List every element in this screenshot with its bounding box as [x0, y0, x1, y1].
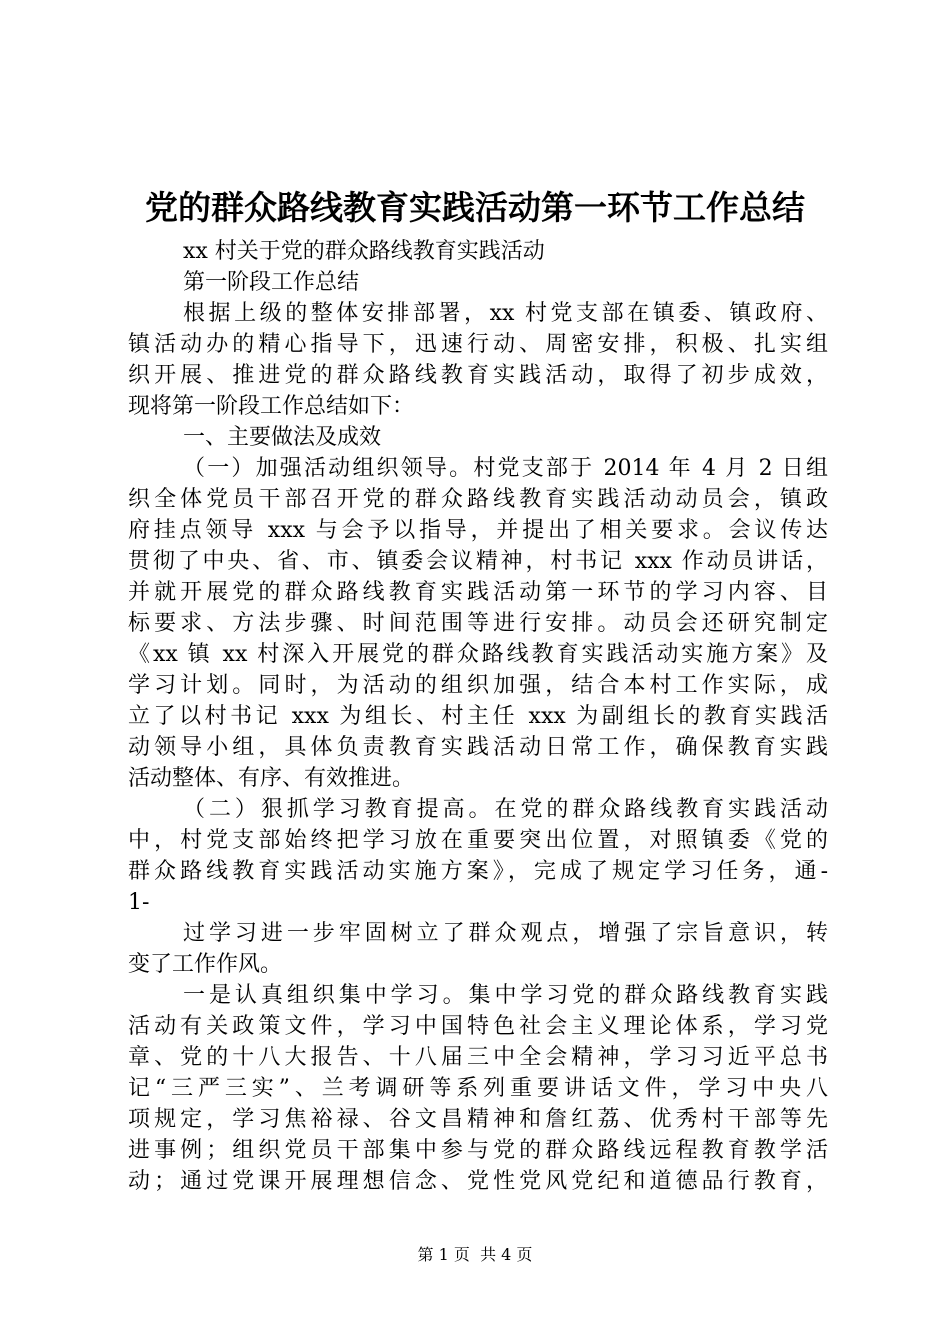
body-line: xx 村关于党的群众路线教育实践活动: [183, 239, 545, 264]
body-line: 学习计划。同时，为活动的组织加强，结合本村工作实际，成: [128, 673, 828, 698]
body-line: 动；通过党课开展理想信念、党性党风党纪和道德品行教育，: [128, 1169, 828, 1194]
body-line: 现将第一阶段工作总结如下：: [128, 394, 415, 419]
body-line: 织全体党员干部召开党的群众路线教育实践活动动员会，镇政: [128, 487, 828, 512]
body-line: 1-: [128, 890, 150, 915]
body-line: 群众路线教育实践活动实施方案》，完成了规定学习任务，通-: [128, 859, 828, 884]
body-line: 项规定，学习焦裕禄、谷文昌精神和詹红荔、优秀村干部等先: [128, 1107, 828, 1132]
body-line: 根据上级的整体安排部署，xx 村党支部在镇委、镇政府、: [183, 301, 828, 326]
document-title: 党的群众路线教育实践活动第一环节工作总结: [145, 188, 805, 227]
document-body: [128, 236, 828, 1197]
body-line: 贯彻了中央、省、市、镇委会议精神，村书记 xxx 作动员讲话，: [128, 549, 828, 574]
body-line: 镇活动办的精心指导下，迅速行动、周密安排，积极、扎实组: [128, 332, 828, 357]
body-line: 织开展、推进党的群众路线教育实践活动，取得了初步成效，: [128, 363, 828, 388]
body-line: 一、主要做法及成效: [183, 425, 382, 450]
body-line: （二）狠抓学习教育提高。在党的群众路线教育实践活动: [183, 797, 828, 822]
body-line: 立了以村书记 xxx 为组长、村主任 xxx 为副组长的教育实践活: [128, 704, 828, 729]
body-line: 动领导小组，具体负责教育实践活动日常工作，确保教育实践: [128, 735, 828, 760]
body-line: 记“三严三实”、兰考调研等系列重要讲话文件，学习中央八: [128, 1076, 828, 1101]
body-line: （一）加强活动组织领导。村党支部于 2014 年 4 月 2 日组: [183, 456, 828, 481]
body-line: 一是认真组织集中学习。集中学习党的群众路线教育实践: [183, 983, 828, 1008]
body-line: 章、党的十八大报告、十八届三中全会精神，学习习近平总书: [128, 1045, 828, 1070]
body-line: 活动有关政策文件，学习中国特色社会主义理论体系，学习党: [128, 1014, 828, 1039]
body-line: 进事例；组织党员干部集中参与党的群众路线远程教育教学活: [128, 1138, 828, 1163]
body-line: 过学习进一步牢固树立了群众观点，增强了宗旨意识，转: [183, 921, 828, 946]
body-line: 并就开展党的群众路线教育实践活动第一环节的学习内容、目: [128, 580, 828, 605]
body-line: 中，村党支部始终把学习放在重要突出位置，对照镇委《党的: [128, 828, 828, 853]
body-line: 活动整体、有序、有效推进。: [128, 766, 415, 791]
page-footer: 第 1 页 共 4 页: [417, 1245, 533, 1264]
body-line: 变了工作作风。: [128, 952, 283, 977]
body-line: 《xx 镇 xx 村深入开展党的群众路线教育实践活动实施方案》及: [128, 642, 828, 667]
body-line: 第一阶段工作总结: [183, 270, 360, 295]
body-line: 标要求、方法步骤、时间范围等进行安排。动员会还研究制定: [128, 611, 828, 636]
body-line: 府挂点领导 xxx 与会予以指导，并提出了相关要求。会议传达: [128, 518, 828, 543]
